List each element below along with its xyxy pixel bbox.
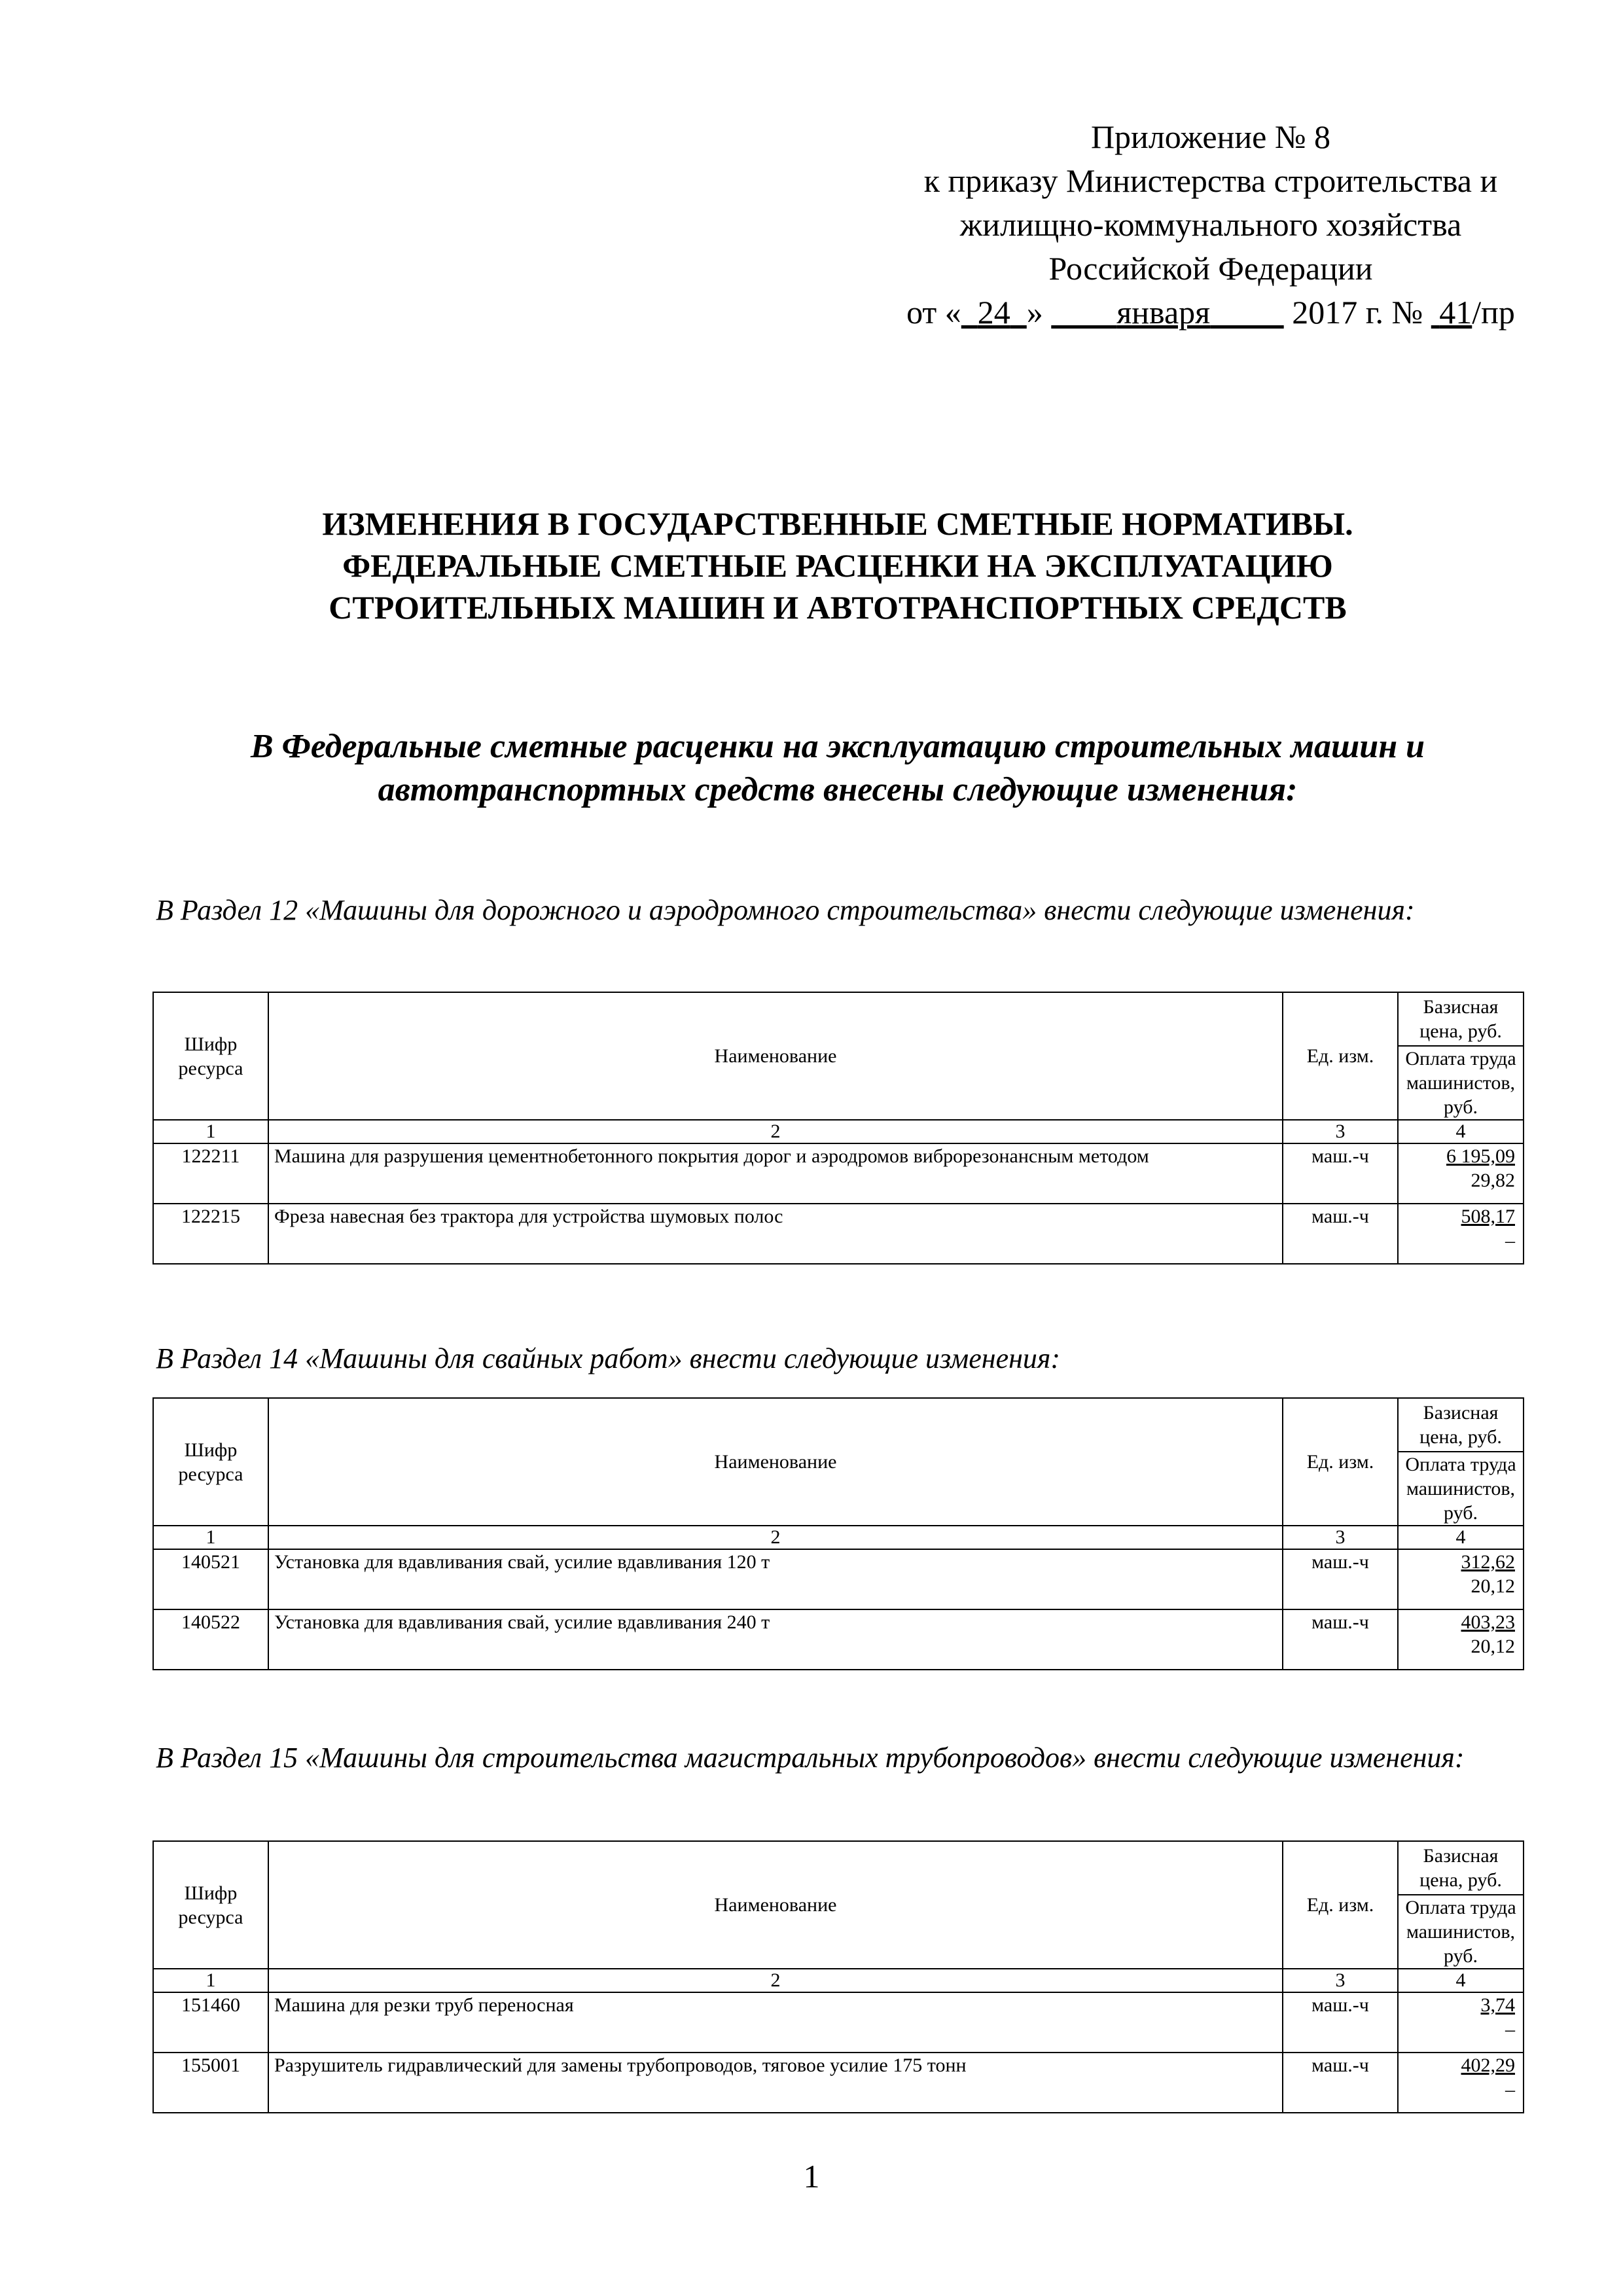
appendix-date-line (825, 291, 1597, 334)
col-index: 3 (1283, 1120, 1398, 1143)
operator-wage: 20,12 (1471, 1636, 1515, 1657)
resource-unit: маш.-ч (1283, 1992, 1398, 2053)
title-line-1: ИЗМЕНЕНИЯ В ГОСУДАРСТВЕННЫЕ СМЕТНЫЕ НОРМАТИВЫ. (322, 505, 1353, 542)
section-15-heading: В Раздел 15 «Машины для строительства магистральных трубопроводов» внести следующие изменения: (156, 1742, 1465, 1774)
col-index: 3 (1283, 1526, 1398, 1549)
resource-unit: маш.-ч (1283, 1609, 1398, 1670)
table-row (153, 1143, 1524, 1204)
date-month: января (1116, 294, 1211, 331)
header-code: Шифр ресурса (153, 1841, 268, 1969)
appendix-line-country: Российской Федерации (1048, 250, 1373, 287)
title-line-2: ФЕДЕРАЛЬНЫЕ СМЕТНЫЕ РАСЦЕНКИ НА ЭКСПЛУАТАЦИЮ (342, 547, 1333, 584)
resource-code: 122215 (153, 1204, 268, 1264)
appendix-title: Приложение № 8 (1090, 118, 1331, 155)
resource-code: 122211 (153, 1143, 268, 1204)
header-wage: Оплата труда машинистов, руб. (1398, 1895, 1524, 1969)
header-code: Шифр ресурса (153, 1398, 268, 1526)
base-price: 508,17 (1461, 1206, 1515, 1227)
section-12-heading: В Раздел 12 «Машины для дорожного и аэродромного строительства» внести следующие изменения: (156, 894, 1415, 926)
appendix-header (825, 115, 1597, 334)
col-index: 2 (268, 1526, 1283, 1549)
operator-wage: 29,82 (1471, 1170, 1515, 1191)
date-day-close: » (1026, 294, 1043, 331)
operator-wage: 20,12 (1471, 1575, 1515, 1597)
title-line-3: СТРОИТЕЛЬНЫХ МАШИН И АВТОТРАНСПОРТНЫХ СРЕДСТВ (329, 589, 1347, 626)
section-15-table (152, 1840, 1524, 2113)
header-code: Шифр ресурса (153, 992, 268, 1120)
section-14-heading: В Раздел 14 «Машины для свайных работ» внести следующие изменения: (156, 1342, 1061, 1374)
base-price: 6 195,09 (1446, 1145, 1515, 1167)
table-row (153, 2053, 1524, 2113)
appendix-line-ministry: жилищно-коммунального хозяйства (959, 206, 1462, 243)
resource-unit: маш.-ч (1283, 1549, 1398, 1609)
resource-name: Машина для резки труб переносная (268, 1992, 1283, 2053)
col-index: 2 (268, 1969, 1283, 1992)
base-price: 402,29 (1461, 2054, 1515, 2076)
resource-name: Установка для вдавливания свай, усилие вдавливания 120 т (268, 1549, 1283, 1609)
col-index: 3 (1283, 1969, 1398, 1992)
operator-wage: – (1505, 2018, 1515, 2040)
header-name: Наименование (268, 1841, 1283, 1969)
resource-code: 140521 (153, 1549, 268, 1609)
operator-wage: – (1505, 2079, 1515, 2100)
header-wage: Оплата труда машинистов, руб. (1398, 1046, 1524, 1120)
col-index: 2 (268, 1120, 1283, 1143)
header-name: Наименование (268, 992, 1283, 1120)
header-unit: Ед. изм. (1283, 992, 1398, 1120)
date-prefix: от « (906, 294, 961, 331)
base-price: 3,74 (1480, 1994, 1515, 2016)
resource-name: Машина для разрушения цементнобетонного покрытия дорог и аэродромов виброрезонансным методом (268, 1143, 1283, 1204)
resource-unit: маш.-ч (1283, 2053, 1398, 2113)
resource-code: 140522 (153, 1609, 268, 1670)
resource-name: Разрушитель гидравлический для замены трубопроводов, тяговое усилие 175 тонн (268, 2053, 1283, 2113)
section-14-table (152, 1397, 1524, 1670)
section-12-table (152, 992, 1524, 1265)
header-price: Базисная цена, руб. (1398, 992, 1524, 1046)
document-title (151, 503, 1525, 628)
operator-wage: – (1505, 1230, 1515, 1251)
table-row (153, 1609, 1524, 1670)
header-price: Базисная цена, руб. (1398, 1398, 1524, 1452)
header-unit: Ед. изм. (1283, 1841, 1398, 1969)
header-name: Наименование (268, 1398, 1283, 1526)
resource-unit: маш.-ч (1283, 1143, 1398, 1204)
col-index: 4 (1398, 1969, 1524, 1992)
table-row (153, 1992, 1524, 2053)
resource-unit: маш.-ч (1283, 1204, 1398, 1264)
col-index: 1 (153, 1120, 268, 1143)
resource-name: Фреза навесная без трактора для устройства шумовых полос (268, 1204, 1283, 1264)
page-number: 1 (803, 2158, 820, 2195)
header-wage: Оплата труда машинистов, руб. (1398, 1452, 1524, 1526)
header-unit: Ед. изм. (1283, 1398, 1398, 1526)
col-index: 4 (1398, 1120, 1524, 1143)
document-subtitle: В Федеральные сметные расценки на эксплуатацию строительных машин и автотранспортных средств внесены следующие изменения: (250, 728, 1425, 808)
date-day: 24 (977, 294, 1010, 331)
header-price: Базисная цена, руб. (1398, 1841, 1524, 1895)
appendix-line-order: к приказу Министерства строительства и (923, 162, 1498, 199)
resource-code: 155001 (153, 2053, 268, 2113)
base-price: 403,23 (1461, 1611, 1515, 1633)
col-index: 4 (1398, 1526, 1524, 1549)
order-number: 41 (1439, 294, 1472, 331)
date-year: 2017 г. № (1292, 294, 1423, 331)
col-index: 1 (153, 1969, 268, 1992)
order-suffix: /пр (1472, 294, 1515, 331)
resource-name: Установка для вдавливания свай, усилие вдавливания 240 т (268, 1609, 1283, 1670)
base-price: 312,62 (1461, 1551, 1515, 1573)
table-row (153, 1549, 1524, 1609)
table-row (153, 1204, 1524, 1264)
resource-code: 151460 (153, 1992, 268, 2053)
col-index: 1 (153, 1526, 268, 1549)
